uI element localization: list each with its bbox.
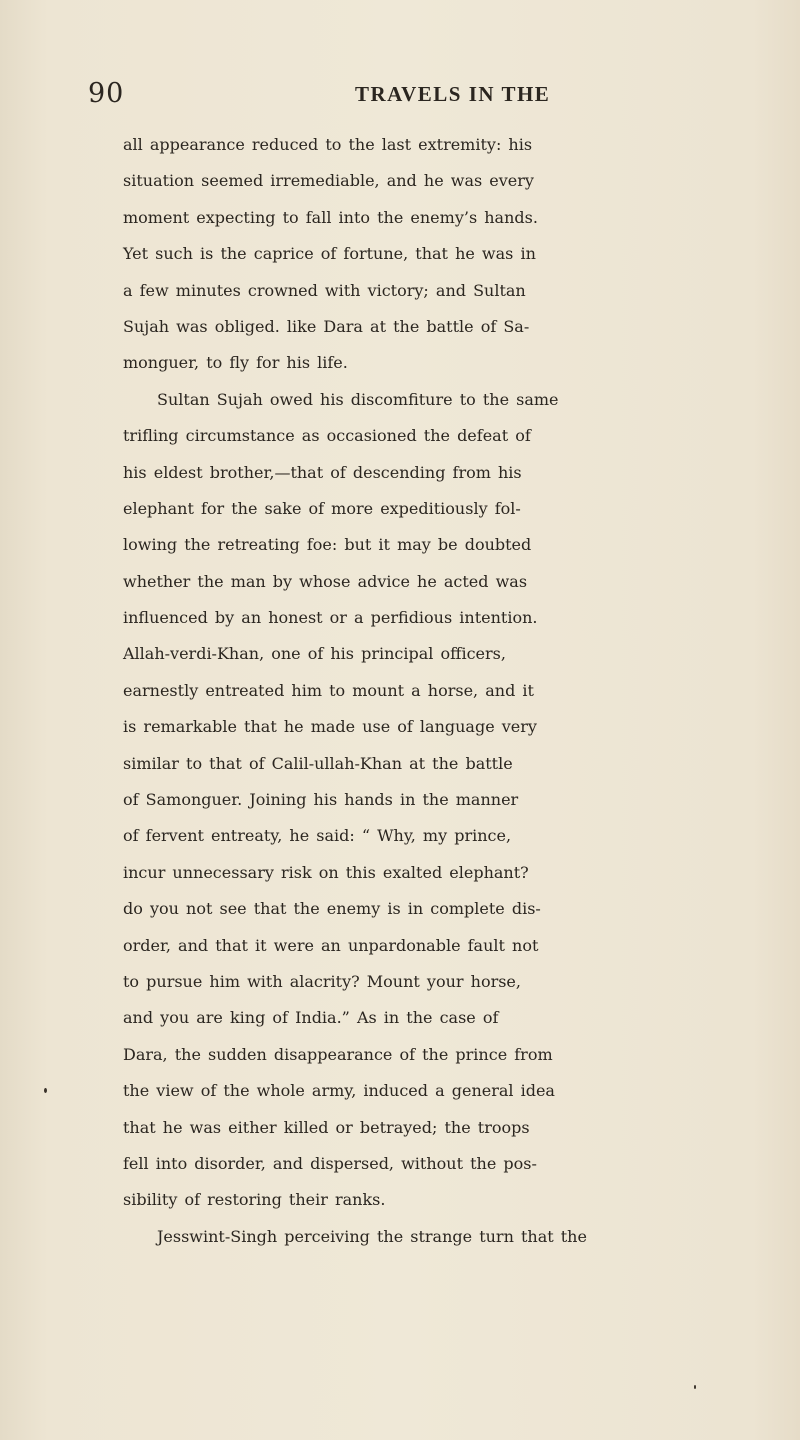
text-line: the view of the whole army, induced a general idea xyxy=(123,1081,555,1101)
text-line: of Samonguer. Joining his hands in the manner xyxy=(123,790,519,810)
running-title: TRAVELS IN THE xyxy=(355,82,551,106)
text-line: a few minutes crowned with victory; and Sultan xyxy=(123,280,526,300)
text-line: order, and that it were an unpardonable fault not xyxy=(123,935,539,955)
text-line: elephant for the sake of more expeditiously fol- xyxy=(123,498,521,518)
text-line: situation seemed irremediable, and he was every xyxy=(123,171,534,191)
text-line: Sultan Sujah owed his discomfiture to the same xyxy=(157,389,559,409)
text-line: his eldest brother,—that of descending from his xyxy=(123,462,522,482)
text-line: influenced by an honest or a perfidious intention. xyxy=(123,608,538,628)
text-line: monguer, to fly for his life. xyxy=(123,353,348,373)
text-line: sibility of restoring their ranks. xyxy=(123,1190,386,1210)
text-line: fell into disorder, and dispersed, without the pos- xyxy=(123,1153,537,1173)
text-line: that he was either killed or betrayed; the troops xyxy=(123,1117,530,1137)
text-line: similar to that of Calil-ullah-Khan at the battle xyxy=(123,753,513,773)
paper-speck xyxy=(44,1088,47,1093)
text-line: moment expecting to fall into the enemy’s hands. xyxy=(123,207,538,227)
text-line: Jesswint-Singh perceiving the strange turn that the xyxy=(157,1226,587,1246)
text-line: earnestly entreated him to mount a horse, and it xyxy=(123,680,534,700)
text-line: incur unnecessary risk on this exalted elephant? xyxy=(123,862,529,882)
body-text xyxy=(123,127,800,1255)
text-line: trifling circumstance as occasioned the defeat of xyxy=(123,426,531,446)
page-header xyxy=(88,78,788,118)
text-line: of fervent entreaty, he said: “ Why, my prince, xyxy=(123,826,512,846)
text-line: to pursue him with alacrity? Mount your horse, xyxy=(123,971,521,991)
text-line: do you not see that the enemy is in complete dis- xyxy=(123,899,541,919)
paper-speck xyxy=(694,1385,696,1389)
text-line: lowing the retreating foe: but it may be doubted xyxy=(123,535,532,555)
page-number: 90 xyxy=(88,78,125,109)
text-line: Allah-verdi-Khan, one of his principal officers, xyxy=(123,644,506,664)
text-line: is remarkable that he made use of language very xyxy=(123,717,537,737)
text-line: whether the man by whose advice he acted was xyxy=(123,571,528,591)
text-line: Dara, the sudden disappearance of the prince from xyxy=(123,1044,553,1064)
text-line: and you are king of India.” As in the case of xyxy=(123,1008,499,1028)
text-line: all appearance reduced to the last extremity: his xyxy=(123,135,533,154)
text-line: Yet such is the caprice of fortune, that he was in xyxy=(123,244,536,264)
text-line: Sujah was obliged. like Dara at the battle of Sa- xyxy=(123,316,530,336)
